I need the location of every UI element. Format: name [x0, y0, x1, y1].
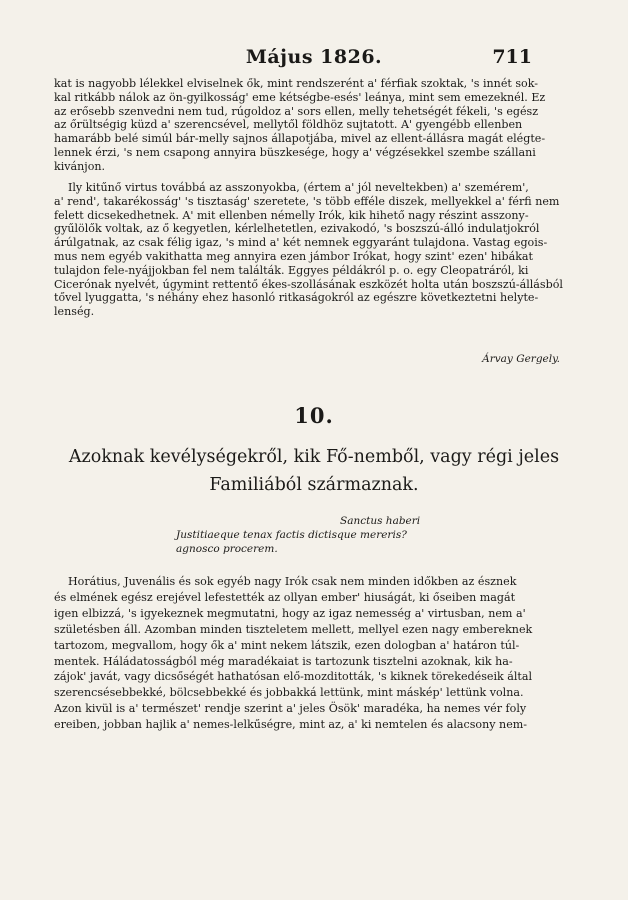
text-line: Azon kivül is a' természet' rendje szerint a' jeles Ösök' maradéka, ha nemes vér foly [54, 702, 527, 716]
motto-line-3: agnosco procerem. [176, 543, 278, 555]
chapter-title-line-1: Azoknak kevélységekről, kik Fő-nemből, vagy régi jeles [68, 447, 560, 467]
text-line: tulajdon fele-nyájjokban fel nem találták. Eggyes példákról p. o. egy Cleopatráról, ki [54, 263, 529, 277]
chapter-number: 10. [294, 403, 334, 428]
text-line: kal ritkább nálok az ön-gyilkosság' eme kétségbe-esés' leánya, mint sem emezeknél. Ez [54, 90, 546, 104]
paragraph-3 [54, 574, 564, 733]
motto-line-1: Sanctus haberi [340, 515, 421, 527]
text-line: Cicerónak nyelvét, úgymint rettentő ékes-szollásának eszközét holta után boszszú-állásból [54, 277, 563, 291]
text-line: és elmének egész erejével lefestették az ollyan ember' hiuságát, ki őseiben magát [54, 590, 516, 604]
author-signature: Árvay Gergely. [482, 353, 560, 365]
text-line: tővel lyuggatta, 's néhány ehez hasonló ritkaságokról az egészre következtetni helyte- [54, 291, 539, 305]
paragraph-1 [54, 77, 564, 174]
text-line: kivánjon. [54, 159, 106, 173]
text-line: zájok' javát, vagy dicsőségét hathatósan elő-mozditották, 's kiknek törekedéseik által [54, 670, 533, 684]
text-line: Ily kitűnő virtus továbbá az asszonyokba, (értem a' jól neveltekben) a' szemérem', [68, 181, 529, 194]
paragraph-2 [54, 181, 564, 319]
text-line: igen elbizzá, 's igyekeznek megmutatni, hogy az igaz nemesség a' virtusban, nem a' [54, 606, 526, 620]
text-line: Horátius, Juvenális és sok egyéb nagy Irók csak nem minden időkben az észnek [68, 575, 517, 588]
text-line: mus nem egyéb vakithatta meg annyira ezen jámbor Irókat, hogy szint' ezen' hibákat [54, 249, 533, 263]
text-line: tartozom, megvallom, hogy ők a' mint nekem látszik, ezen dologban a' határon túl- [54, 638, 520, 652]
text-line: a' rend', takarékosság' 's tisztaság' szeretete, 's több efféle diszek, mellyekkel a' férfi nem [54, 194, 560, 208]
text-line: ereiben, jobban hajlik a' nemes-lelkűségre, mint az, a' ki nemtelen és alacsony nem- [54, 718, 528, 732]
text-line: szerencsésebbekké, bölcsebbekké és jobbakká lettünk, mint máskép' lettünk volna. [54, 686, 524, 700]
text-line: születésben áll. Azomban minden tiszteletem mellett, mellyel ezen nagy embereknek [54, 622, 533, 636]
text-line: az őrültségig küzd a' szerencsével, mellytől földhöz sujtatott. A' gyengébb ellenben [54, 118, 523, 132]
text-line: mentek. Háládatosságból még maradékaiat is tartozunk tisztelni azoknak, kik ha- [54, 654, 513, 668]
text-line: lennek érzi, 's nem csapong annyira büszkesége, hogy a' végzésekkel szembe szállani [54, 145, 536, 159]
running-title: Május 1826. [245, 46, 383, 68]
chapter-title-line-2: Familiából származnak. [209, 475, 419, 495]
text-line: felett dicsekedhetnek. A' mit ellenben némelly Irók, kik hihető nagy részint asszony- [54, 208, 529, 222]
page-header [0, 46, 628, 70]
text-line: az erősebb szenvedni nem tud, rúgoldoz a' sors ellen, melly tehetségét fékeli, 's egész [54, 104, 539, 118]
motto-line-2: Justitiaeque tenax factis dictisque mereris? [176, 529, 407, 541]
text-line: árúlgatnak, az csak félig igaz, 's mind a' két nemnek eggyaránt tulajdona. Vastag egois- [54, 236, 548, 250]
text-line: lenség. [54, 305, 95, 319]
text-line: kat is nagyobb lélekkel elviselnek ők, mint rendszerént a' férfiak szoktak, 's innét sok- [54, 77, 539, 90]
page-number: 711 [492, 46, 532, 68]
text-line: gyűlölők voltak, az ő kegyetlen, kérlelhetetlen, ezivakodó, 's boszszú-álló indulatjokról [54, 222, 540, 236]
text-line: hamarább belé simúl bár-melly sajnos állapotjába, mivel az ellent-állásra magát elégte- [54, 132, 546, 146]
